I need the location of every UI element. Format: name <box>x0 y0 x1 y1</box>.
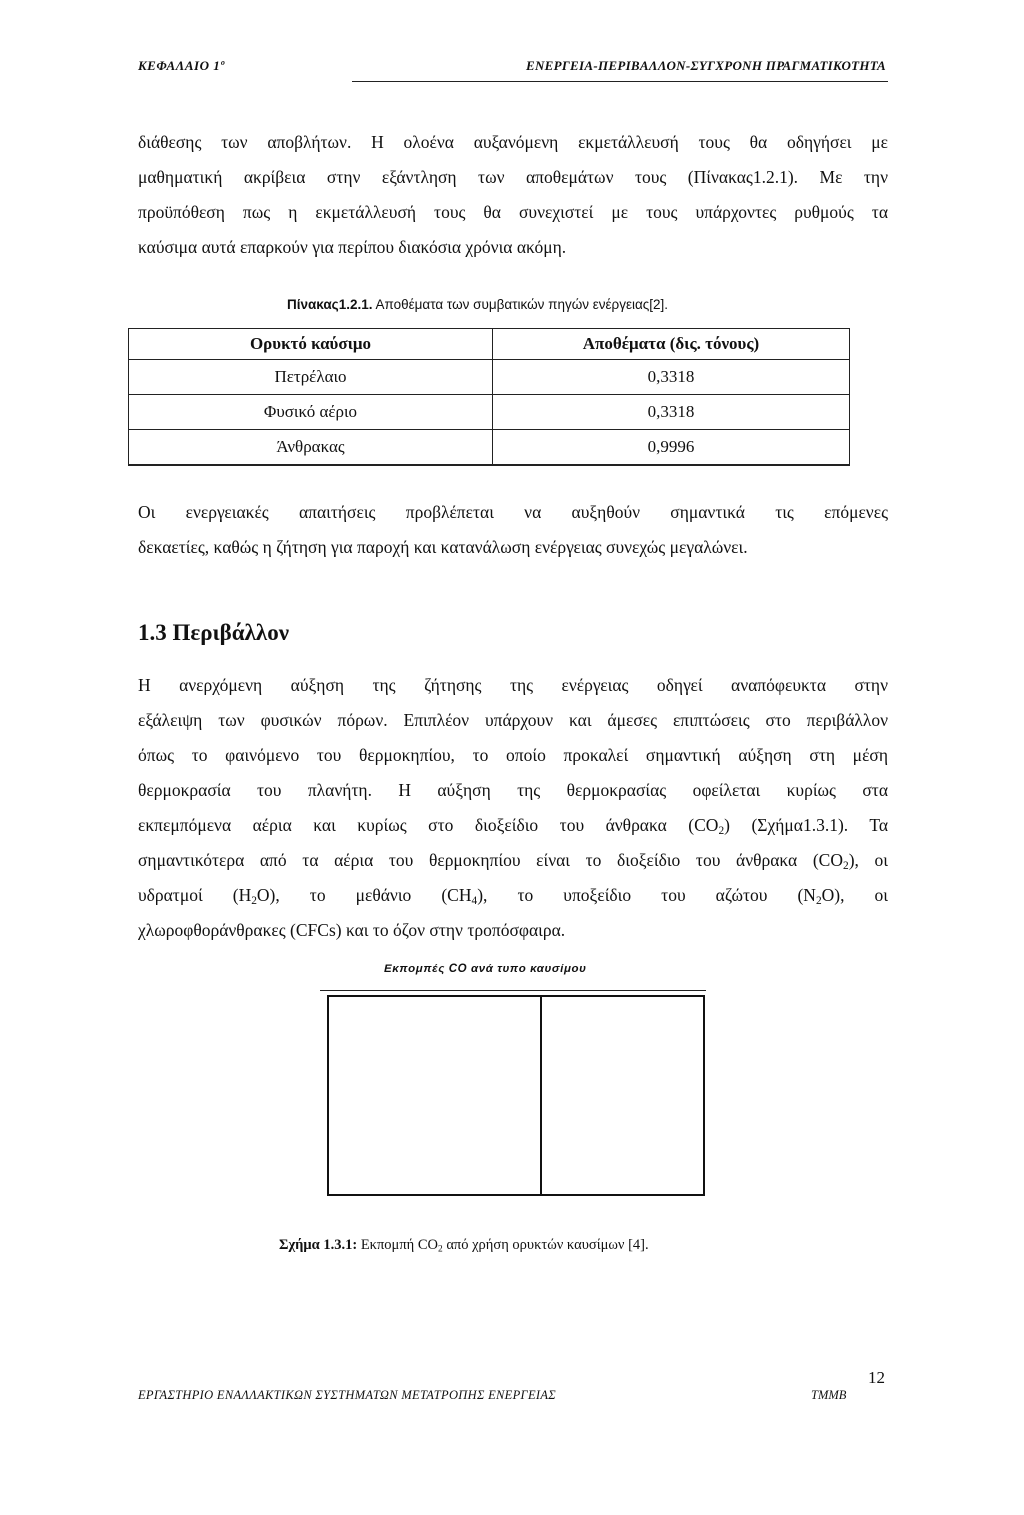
column-header-reserves: Αποθέματα (δις. τόνους) <box>493 329 850 360</box>
table-cell-reserves: 0,3318 <box>493 395 850 430</box>
subscript: 2 <box>251 894 257 907</box>
footer-lab-name: ΕΡΓΑΣΤΗΡΙΟ ΕΝΑΛΛΑΚΤΙΚΩΝ ΣΥΣΤΗΜΑΤΩΝ ΜΕΤΑΤΡΟΠΗΣ ΕΝΕΡΓΕΙΑΣ <box>138 1388 557 1402</box>
figure-caption-text: Εκπομπή CO <box>357 1237 438 1253</box>
running-title: ΕΝΕΡΓΕΙΑ-ΠΕΡΙΒΑΛΛΟΝ-ΣΥΓΧΡΟΝΗ ΠΡΑΓΜΑΤΙΚΟΤΗΤΑ <box>526 58 886 73</box>
text-line: Οι ενεργειακές απαιτήσεις προβλέπεται να αυξηθούν σημαντικά τις επόμενες <box>138 502 888 522</box>
table-cell-reserves: 0,3318 <box>493 360 850 395</box>
subscript: 2 <box>843 859 849 872</box>
table-cell-reserves: 0,9996 <box>493 430 850 466</box>
figure-frame <box>327 995 705 1196</box>
text-run: εκπεμπόμενα αέρια και κυρίως στο διοξείδιο του άνθρακα (CO <box>138 815 719 835</box>
figure-caption <box>279 1237 649 1254</box>
text-line <box>138 843 888 878</box>
text-line: καύσιμα αυτά επαρκούν για περίπου διακόσια χρόνια ακόμη. <box>138 237 567 257</box>
page-number: 12 <box>868 1368 885 1387</box>
text-run: ), οι <box>848 850 888 870</box>
text-line: δεκαετίες, καθώς η ζήτηση για παροχή και κατανάλωση ενέργειας συνεχώς μεγαλώνει. <box>138 537 748 557</box>
chapter-header: ΚΕΦΑΛΑΙΟ 1º <box>138 58 225 73</box>
environment-paragraph <box>138 668 888 948</box>
text-line: Η ανερχόμενη αύξηση της ζήτησης της ενέργειας οδηγεί αναπόφευκτα στην <box>138 675 888 695</box>
text-line: διάθεσης των αποβλήτων. Η ολοένα αυξανόμενη εκμετάλλευσή τους θα οδηγήσει με <box>138 132 888 152</box>
table-row <box>129 360 850 395</box>
subscript: 2 <box>438 1244 443 1255</box>
text-line: όπως το φαινόμενο του θερμοκηπίου, το οποίο προκαλεί σημαντική αύξηση στη μέση <box>138 745 888 765</box>
reserves-table <box>128 328 850 466</box>
text-run: ), το υποξείδιο του αζώτου (N <box>477 885 816 905</box>
figure-title: Εκπομπές CO ανά τυπο καυσίμου <box>384 963 587 975</box>
table-row <box>129 395 850 430</box>
table-caption-label: Πίνακας1.2.1. <box>287 297 373 312</box>
text-line: μαθηματική ακρίβεια στην εξάντληση των αποθεμάτων τους (Πίνακας1.2.1). Με την <box>138 167 888 187</box>
table-cell-fuel: Πετρέλαιο <box>129 360 493 395</box>
figure-top-rule <box>320 990 706 992</box>
figure-divider <box>540 995 542 1196</box>
footer-department: ΤΜΜΒ <box>811 1388 847 1402</box>
text-run: ) (Σχήμα1.3.1). Τα <box>724 815 888 835</box>
table-header-row <box>129 329 850 360</box>
intro-paragraph <box>138 125 888 265</box>
text-run: O), το μεθάνιο (CH <box>256 885 472 905</box>
table-cell-fuel: Άνθρακας <box>129 430 493 466</box>
forecast-paragraph <box>138 495 888 565</box>
text-line: εξάλειψη των φυσικών πόρων. Επιπλέον υπάρχουν και άμεσες επιπτώσεις στο περιβάλλον <box>138 710 888 730</box>
text-line <box>138 808 888 843</box>
table-cell-fuel: Φυσικό αέριο <box>129 395 493 430</box>
subscript: 2 <box>718 824 725 837</box>
column-header-fuel: Ορυκτό καύσιμο <box>129 329 493 360</box>
text-line <box>138 878 888 913</box>
table-caption-text: Αποθέματα των συμβατικών πηγών ενέργειας[2]. <box>372 297 669 312</box>
figure-caption-text: από χρήση ορυκτών καυσίμων [4]. <box>442 1237 649 1253</box>
text-line: προϋπόθεση πως η εκμετάλλευσή τους θα συνεχιστεί με τους υπάρχοντες ρυθμούς τα <box>138 202 888 222</box>
text-line: χλωροφθοράνθρακες (CFCs) και το όζον στην τροπόσφαιρα. <box>138 920 566 940</box>
table-row <box>129 430 850 466</box>
table-caption <box>287 297 668 312</box>
subscript: 2 <box>815 894 822 907</box>
section-heading: 1.3 Περιβάλλον <box>138 620 289 645</box>
subscript: 4 <box>471 894 478 907</box>
figure-caption-label: Σχήμα 1.3.1: <box>279 1237 358 1253</box>
text-line: θερμοκρασία του πλανήτη. Η αύξηση της θερμοκρασίας οφείλεται κυρίως στα <box>138 780 888 800</box>
text-run: υδρατμοί (H <box>138 885 252 905</box>
header-rule <box>352 81 888 82</box>
text-run: σημαντικότερα από τα αέρια του θερμοκηπίου είναι το διοξείδιο του άνθρακα (CO <box>138 850 843 870</box>
text-run: O), οι <box>821 885 888 905</box>
